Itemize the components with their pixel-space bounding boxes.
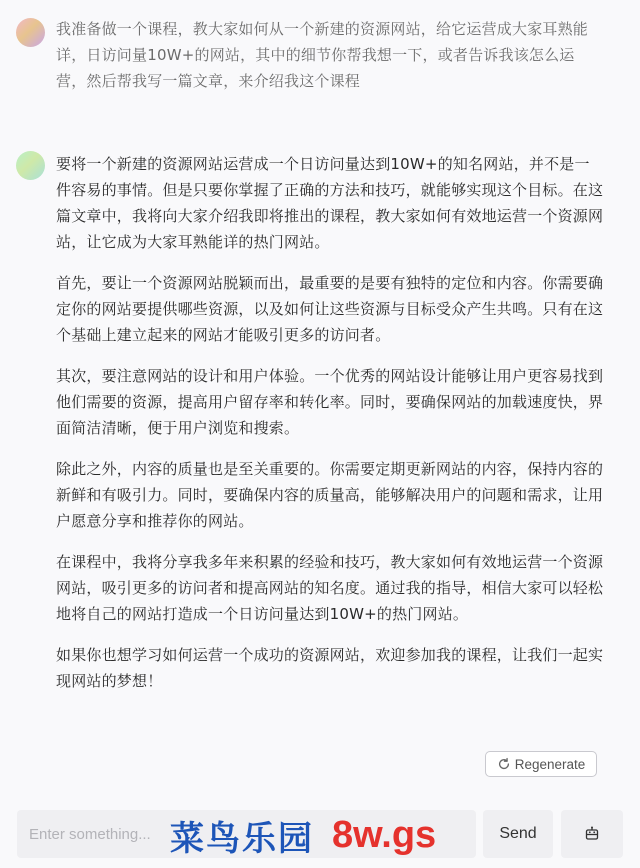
robot-button[interactable] [561,810,623,858]
refresh-icon [497,757,511,771]
robot-icon [584,826,600,842]
assistant-paragraph-2: 首先，要让一个资源网站脱颖而出，最重要的是要有独特的定位和内容。你需要确定你的网站要提供哪些资源，以及如何让这些资源与目标受众产生共鸣。只有在这个基础上建立起来的网站才能吸引更多的访问者。 [56,274,604,344]
assistant-message-text [56,151,604,709]
watermark-cn: 菜鸟乐园 [170,818,314,859]
assistant-paragraph-5: 在课程中，我将分享我多年来积累的经验和技巧，教大家如何有效地运营一个资源网站，吸引更多的访问者和提高网站的知名度。通过我的指导，相信大家可以轻松地将自己的网站打造成一个日访问量达到10W+的热门网站。 [56,553,604,623]
assistant-paragraph-3: 其次，要注意网站的设计和用户体验。一个优秀的网站设计能够让用户更容易找到他们需要的资源，提高用户留存率和转化率。同时，要确保网站的加载速度快，界面简洁清晰，便于用户浏览和搜索。 [56,367,604,437]
watermark-en: 8w.gs [332,813,437,856]
assistant-paragraph-6: 如果你也想学习如何运营一个成功的资源网站，欢迎参加我的课程，让我们一起实现网站的梦想！ [56,646,604,690]
message-input[interactable] [17,810,476,858]
message-input-container[interactable] [17,810,476,858]
assistant-paragraph-4: 除此之外，内容的质量也是至关重要的。你需要定期更新网站的内容，保持内容的新鲜和有吸引力。同时，要确保内容的质量高，能够解决用户的问题和需求，让用户愿意分享和推荐你的网站。 [56,460,604,530]
user-avatar [16,18,45,47]
regenerate-label: Regenerate [514,756,586,772]
assistant-paragraph-1: 要将一个新建的资源网站运营成一个日访问量达到10W+的知名网站，并不是一件容易的事情。但是只要你掌握了正确的方法和技巧，就能够实现这个目标。在这篇文章中，我将向大家介绍我即将推出的课程，教大家如何有效地运营一个资源网站，让它成为大家耳熟能详的热门网站。 [56,155,604,251]
user-message-text [56,16,604,109]
assistant-avatar [16,151,45,180]
send-button[interactable]: Send [483,810,553,858]
user-message-paragraph: 我准备做一个课程，教大家如何从一个新建的资源网站，给它运营成大家耳熟能详，日访问量10W+的网站，其中的细节你帮我想一下，或者告诉我该怎么运营，然后帮我写一篇文章，来介绍我这个课程 [56,20,589,90]
regenerate-button[interactable] [485,751,597,777]
